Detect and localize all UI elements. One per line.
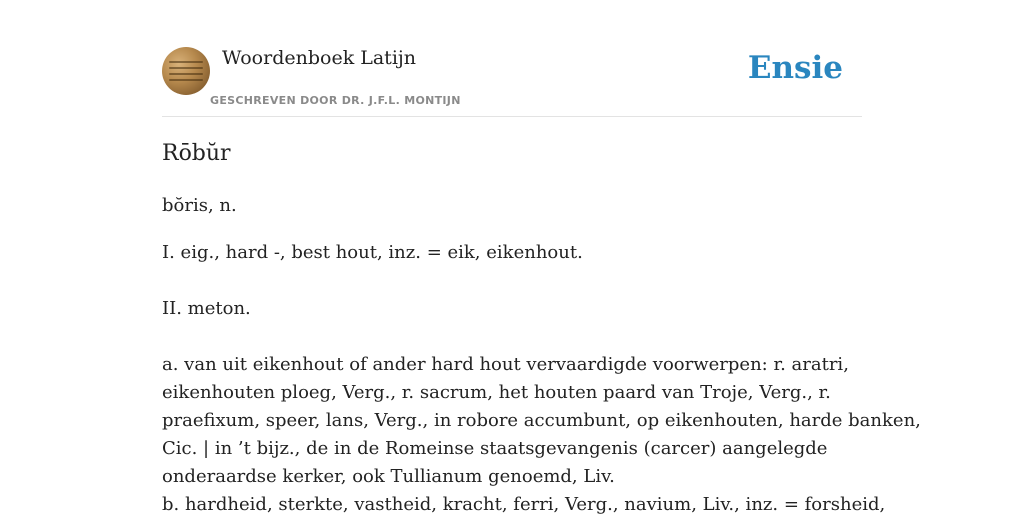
header <box>162 0 862 117</box>
definition-line: b. hardheid, sterkte, vastheid, kracht, ferri, Verg., navium, Liv., inz. = forsheid, <box>162 494 886 515</box>
definition-line: praefixum, speer, lans, Verg., in robore accumbunt, op eikenhouten, harde banken, <box>162 410 921 431</box>
page <box>162 0 921 515</box>
bronze-coin-logo-icon[interactable] <box>162 47 210 95</box>
definition-line: Cic. | in ’t bijz., de in de Romeinse staatsgevangenis (carcer) aangelegde <box>162 438 828 459</box>
book-title[interactable]: Woordenboek Latijn <box>222 47 417 69</box>
author-byline: GESCHREVEN DOOR DR. J.F.L. MONTIJN <box>210 94 461 107</box>
definition-line: onderaardse kerker, ook Tullianum genoemd, Liv. <box>162 466 615 487</box>
headword: Rōbŭr <box>162 141 231 166</box>
grammar-info: bŏris, n. <box>162 195 237 216</box>
brand-logo-link[interactable]: Ensie <box>747 50 843 86</box>
definition-line: II. meton. <box>162 298 251 319</box>
definition-line: a. van uit eikenhout of ander hard hout vervaardigde voorwerpen: r. aratri, <box>162 354 849 375</box>
definition-line: eikenhouten ploeg, Verg., r. sacrum, het houten paard van Troje, Verg., r. <box>162 382 831 403</box>
definition-line: I. eig., hard -, best hout, inz. = eik, eikenhout. <box>162 242 583 263</box>
definition-body <box>162 239 921 519</box>
